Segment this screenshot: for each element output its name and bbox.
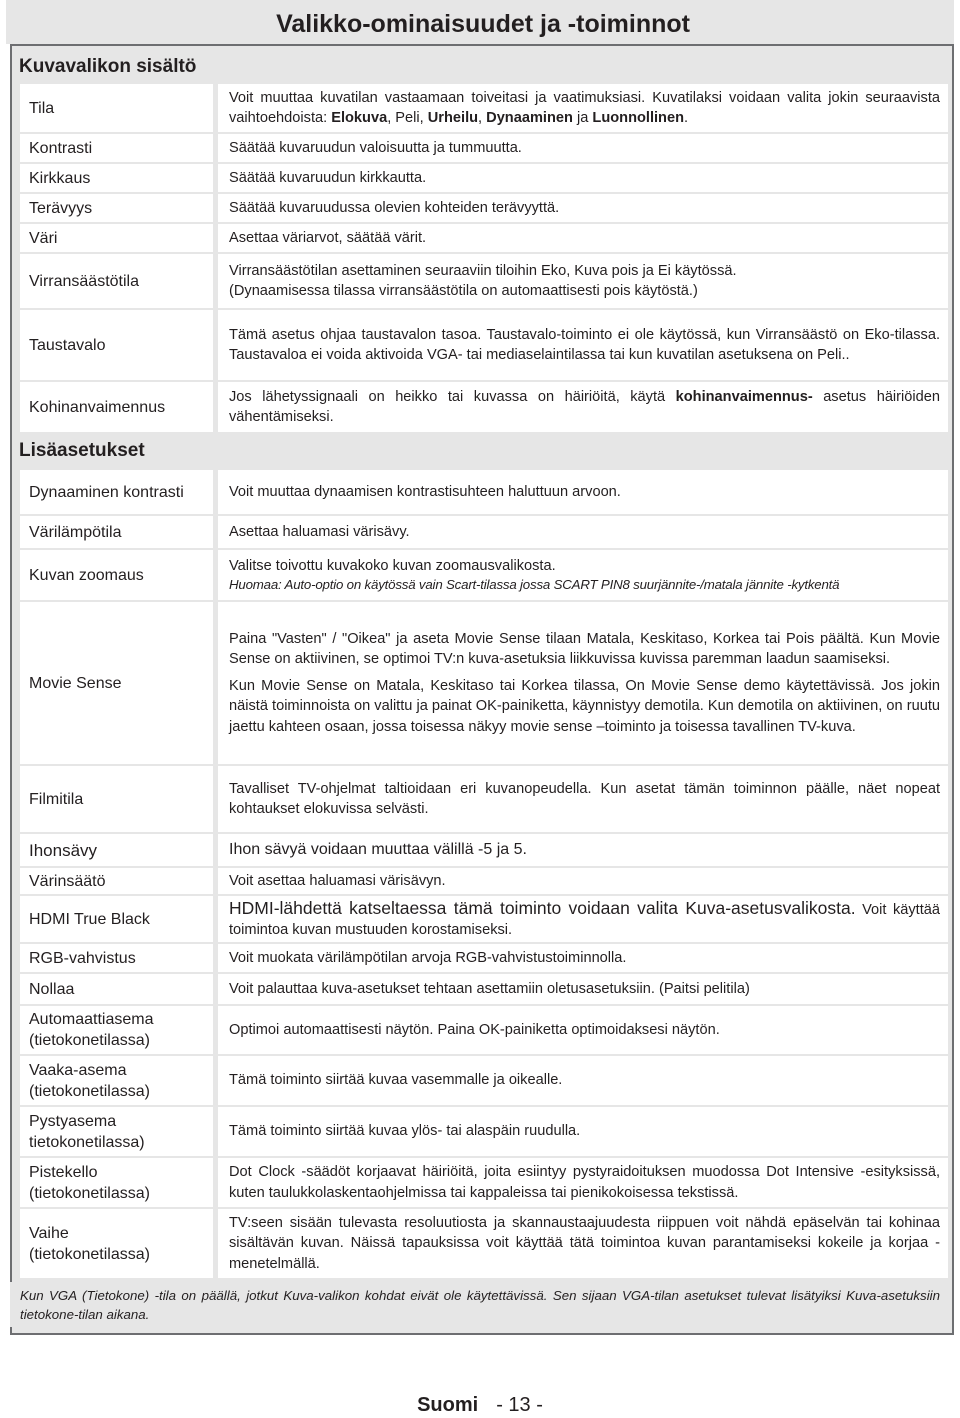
label-automaattiasema-line2: (tietokonetilassa) <box>29 1032 150 1049</box>
label-kontrasti: Kontrasti <box>20 134 213 162</box>
desc-kirkkaus <box>218 164 948 192</box>
desc-rgb-text: Voit muokata värilämpötilan arvoja RGB-vahvistustoiminnolla. <box>229 949 627 966</box>
label-movie-sense: Movie Sense <box>20 602 213 764</box>
row-movie-sense <box>10 602 954 766</box>
desc-taustavalo-text: Tämä asetus ohjaa taustavalon tasoa. Taustavalo-toiminto ei ole käytössä, kun Virransäästö on Eko-tilassa. Taustavaloa ei voida aktivoida VGA- tai mediaselaintilassa tai kun kuvatilan asetuksena on Peli.. <box>229 326 940 363</box>
row-teravyys <box>10 194 954 224</box>
desc-hdmi-text: HDMI-lähdettä katseltaessa tämä toiminto voidaan valita Kuva-asetusvalikosta. Voit käyttää toimintoa kuvan mustuuden korostamiseksi. <box>229 897 940 938</box>
desc-tila <box>218 84 948 132</box>
row-varinsaato <box>10 868 954 896</box>
desc-taustavalo <box>218 310 948 380</box>
desc-nollaa <box>218 974 948 1004</box>
page-header <box>6 0 954 44</box>
row-ihonsavy <box>10 834 954 868</box>
label-kirkkaus: Kirkkaus <box>20 164 213 192</box>
label-vaaka-line1: Vaaka-asema <box>29 1061 127 1079</box>
desc-tila-text: Voit muuttaa kuvatilan vastaamaan toiveitasi ja vaatimuksiasi. Kuvatilaksi voidaan valita jokin seuraavista vaihtoehdoista: Elokuva, Peli, Urheilu, Dynaaminen ja Luonnollinen. <box>229 89 940 126</box>
row-pistekello <box>10 1158 954 1209</box>
label-hdmi-true-black: HDMI True Black <box>20 896 213 942</box>
desc-auto-text: Optimoi automaattisesti näytön. Paina OK-painiketta optimoidaksesi näytön. <box>229 1021 720 1038</box>
label-taustavalo: Taustavalo <box>20 310 213 380</box>
desc-nollaa-text: Voit palauttaa kuva-asetukset tehtaan asettamiin oletusasetuksiin. (Paitsi pelitila) <box>229 980 750 997</box>
desc-ihonsavy <box>218 834 948 866</box>
desc-kontrasti-text: Säätää kuvaruudun valoisuutta ja tummuutta. <box>229 139 522 156</box>
section-title-main: Kuvavalikon sisältö <box>19 56 197 77</box>
page-title: Valikko-ominaisuudet ja -toiminnot <box>276 10 690 38</box>
row-vaaka-asema <box>10 1056 954 1107</box>
desc-automaattiasema <box>218 1006 948 1054</box>
desc-kuvan-zoomaus <box>218 550 948 600</box>
label-pysty-line2: tietokonetilassa) <box>29 1133 145 1151</box>
label-varilampotila: Värilämpötila <box>20 516 213 548</box>
desc-vaaka-text: Tämä toiminto siirtää kuvaa vasemmalle ja oikealle. <box>229 1072 563 1089</box>
row-filmitila <box>10 766 954 834</box>
label-kohinanvaimennus: Kohinanvaimennus <box>20 382 213 432</box>
desc-zoom-note: Huomaa: Auto-optio on käytössä vain Scart-tilassa jossa SCART PIN8 suurjännite-/matala jännite -kytkentä <box>229 577 840 593</box>
label-vaihe-line1: Vaihe <box>29 1224 69 1242</box>
row-taustavalo <box>10 310 954 382</box>
footer-language: Suomi <box>417 1394 479 1416</box>
label-tila: Tila <box>20 84 213 132</box>
desc-zoom-text: Valitse toivottu kuvakoko kuvan zoomausvalikosta. <box>229 557 556 574</box>
row-virransaastotila <box>10 254 954 310</box>
label-piste-line1: Pistekello <box>29 1163 98 1181</box>
desc-hdmi-true-black <box>218 896 948 942</box>
row-dynaaminen-kontrasti <box>10 470 954 516</box>
row-kuvan-zoomaus <box>10 550 954 602</box>
label-piste-line2: (tietokonetilassa) <box>29 1184 150 1202</box>
label-vari: Väri <box>20 224 213 252</box>
label-teravyys: Terävyys <box>20 194 213 222</box>
desc-varilampotila <box>218 516 948 548</box>
label-vaaka-line2: (tietokonetilassa) <box>29 1082 150 1100</box>
row-vaihe <box>10 1209 954 1280</box>
label-kuvan-zoomaus: Kuvan zoomaus <box>20 550 213 600</box>
row-automaattiasema <box>10 1006 954 1056</box>
desc-dynaaminen-kontrasti <box>218 470 948 514</box>
desc-kirkkaus-text: Säätää kuvaruudun kirkkautta. <box>229 169 427 186</box>
row-varilampotila <box>10 516 954 550</box>
desc-vari-text: Asettaa väriarvot, säätää värit. <box>229 229 427 246</box>
label-automaattiasema <box>20 1006 213 1054</box>
desc-vari <box>218 224 948 252</box>
label-rgb-vahvistus: RGB-vahvistus <box>20 944 213 972</box>
desc-movie-p1: Paina "Vasten" / "Oikea" ja aseta Movie Sense tilaan Matala, Keskitaso, Korkea tai Pois päältä. Kun Movie Sense on aktiivinen, se optimoi TV:n kuva-asetuksia liikkuvissa kuvissa paremman laadun saamiseksi. <box>229 630 940 668</box>
row-hdmi-true-black <box>10 896 954 944</box>
label-nollaa: Nollaa <box>20 974 213 1004</box>
vga-footnote: Kun VGA (Tietokone) -tila on päällä, jotkut Kuva-valikon kohdat eivät ole käytettävissä. Sen sijaan VGA-tilan asetukset tulevat lisätyiksi Kuva-asetuksiin tietokone-tilan aikana. <box>10 1282 950 1327</box>
page-footer <box>0 1394 960 1417</box>
desc-pistekello <box>218 1158 948 1207</box>
row-kontrasti <box>10 134 954 164</box>
desc-kontrasti <box>218 134 948 162</box>
desc-pystyasema <box>218 1107 948 1156</box>
desc-ihonsavy-text: Ihon sävyä voidaan muuttaa välillä -5 ja 5. <box>229 841 527 858</box>
row-nollaa <box>10 974 954 1006</box>
label-automaattiasema-line1: Automaattiasema <box>29 1011 154 1028</box>
desc-varilampotila-text: Asettaa haluamasi värisävy. <box>229 523 410 540</box>
desc-virransaasto-p2: (Dynaamisessa tilassa virransäästötila on automaattisesti pois käytöstä.) <box>229 283 698 299</box>
desc-varinsaato-text: Voit asettaa haluamasi värisävyn. <box>229 872 446 889</box>
label-pistekello <box>20 1158 213 1207</box>
desc-filmitila-text: Tavalliset TV-ohjelmat taltioidaan eri kuvanopeudella. Kun asetat tämän toiminnon päälle, näet nopeat kohtaukset elokuvissa selvästi. <box>229 780 940 817</box>
desc-varinsaato <box>218 868 948 894</box>
row-kohinanvaimennus <box>10 382 954 434</box>
label-pystyasema <box>20 1107 213 1156</box>
page-number: - 13 - <box>496 1394 543 1416</box>
row-pystyasema <box>10 1107 954 1158</box>
desc-vaaka-asema <box>218 1056 948 1105</box>
label-vaihe-line2: (tietokonetilassa) <box>29 1245 150 1263</box>
desc-virransaastotila <box>218 254 948 308</box>
desc-movie-p2: Kun Movie Sense on Matala, Keskitaso tai Korkea tilassa, On Movie Sense demo käytettävissä. Jos jokin näistä toiminnoista on valittu ja painat OK-painiketta, käynnistyy demotila. Kun demotila on aktiivinen, on ruutu jaettu kahteen osaan, jossa toisessa näkyy movie sense –toiminto ja toisessa tavallinen TV-kuva. <box>229 677 940 735</box>
label-vaaka-asema <box>20 1056 213 1105</box>
label-virransaastotila: Virransäästötila <box>20 254 213 308</box>
desc-kohinanvaimennus <box>218 382 948 432</box>
label-pysty-line1: Pystyasema <box>29 1112 117 1130</box>
row-rgb-vahvistus <box>10 944 954 974</box>
desc-teravyys-text: Säätää kuvaruudussa olevien kohteiden terävyyttä. <box>229 199 560 216</box>
desc-pysty-text: Tämä toiminto siirtää kuvaa ylös- tai alaspäin ruudulla. <box>229 1123 581 1140</box>
desc-kohina-text: Jos lähetyssignaali on heikko tai kuvassa on häiriöitä, käytä kohinanvaimennus- asetus häiriöiden vähentämiseksi. <box>229 388 940 425</box>
desc-movie-sense <box>218 602 948 764</box>
section-title-advanced: Lisäasetukset <box>19 440 145 461</box>
label-dynaaminen-kontrasti: Dynaaminen kontrasti <box>20 470 213 514</box>
label-vaihe <box>20 1209 213 1278</box>
desc-teravyys <box>218 194 948 222</box>
desc-dynkontrasti-text: Voit muuttaa dynaamisen kontrastisuhteen haluttuun arvoon. <box>229 483 621 500</box>
desc-rgb-vahvistus <box>218 944 948 972</box>
desc-piste-text: Dot Clock -säädöt korjaavat häiriöitä, joita esiintyy pystyraidoituksen muodossa Dot Intensive -esityksissä, kuten taulukkolaskentaohjelmissa tai kappaleissa tai pienikokoisessa tekstissä. <box>229 1164 940 1201</box>
row-tila <box>10 84 954 134</box>
label-filmitila: Filmitila <box>20 766 213 832</box>
label-varinsaato: Värinsäätö <box>20 868 213 894</box>
row-kirkkaus <box>10 164 954 194</box>
desc-filmitila <box>218 766 948 832</box>
row-vari <box>10 224 954 254</box>
desc-vaihe-text: TV:seen sisään tulevasta resoluutiosta ja skannaustaajuudesta riippuen voit nähdä epäselvän tai kohinaa sisältävän kuvan. Näissä tapauksissa voit käyttää tätä toimintoa kuvan parantamiseksi kokeile ja korjaa -menetelmällä. <box>229 1214 940 1272</box>
label-ihonsavy: Ihonsävy <box>20 834 213 866</box>
desc-virransaasto-p1: Virransäästötilan asettaminen seuraaviin tiloihin Eko, Kuva pois ja Ei käytössä. <box>229 262 737 279</box>
desc-vaihe <box>218 1209 948 1278</box>
